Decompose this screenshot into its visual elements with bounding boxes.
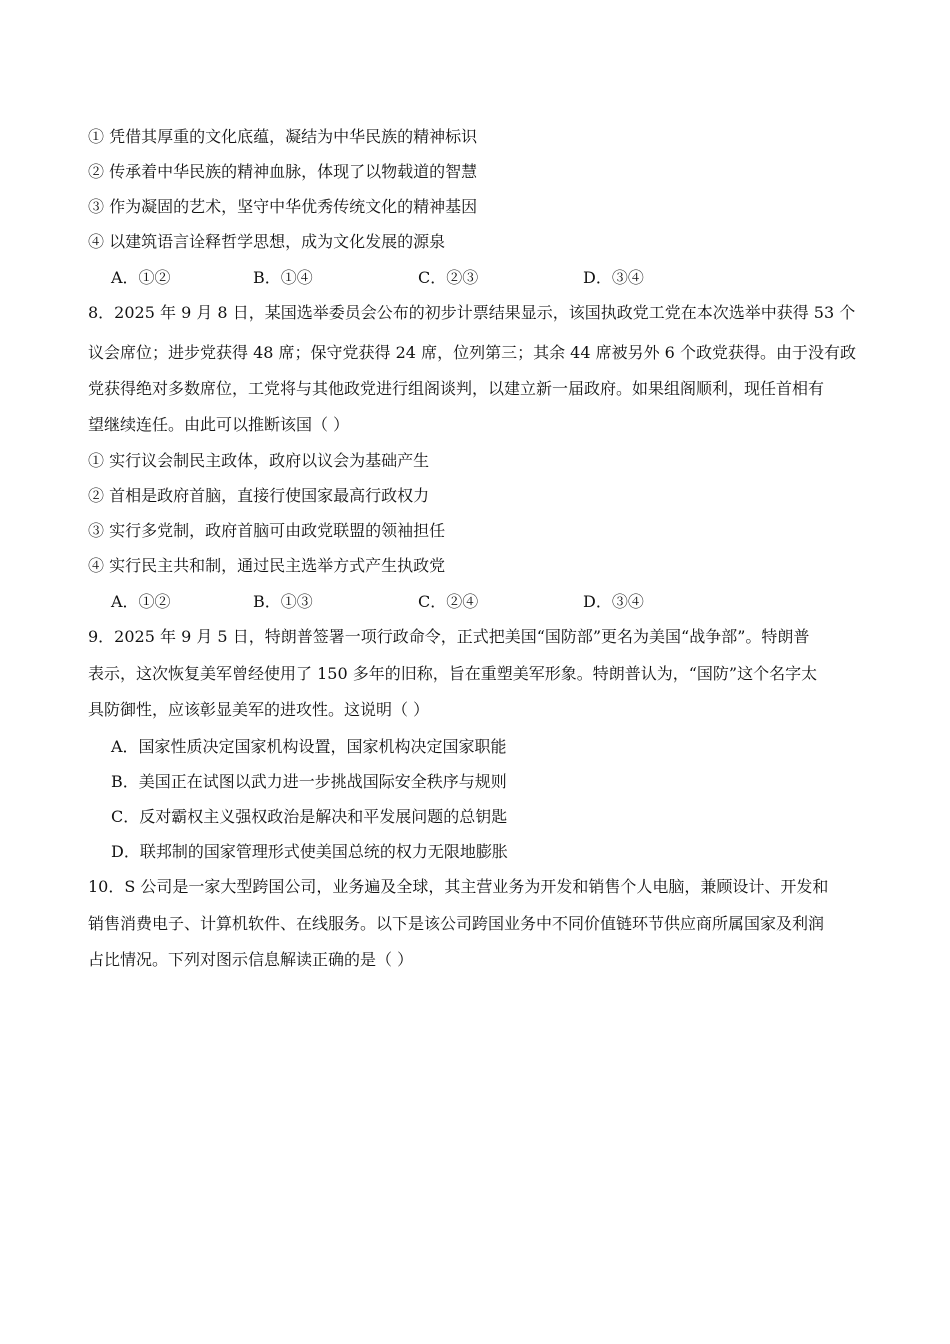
q9-stem-line-3: 具防御性，应该彰显美军的进攻性。这说明（ ）: [88, 700, 430, 719]
q9-option-a: A．国家性质决定国家机构设置，国家机构决定国家职能: [111, 737, 507, 756]
q8-statement-3: ③ 实行多党制，政府首脑可由政党联盟的领袖担任: [88, 521, 446, 540]
q8-statement-1: ① 实行议会制民主政体，政府以议会为基础产生: [88, 451, 430, 470]
q7-option-a: A．①②: [111, 268, 171, 287]
q8-option-c: C．②④: [418, 592, 479, 611]
q8-stem-line-4: 望继续连任。由此可以推断该国（ ）: [88, 415, 350, 434]
q8-stem-line-1: 8．2025 年 9 月 8 日，某国选举委员会公布的初步计票结果显示，该国执政党工党在本次选举中获得 53 个: [88, 303, 856, 322]
q7-statement-3: ③ 作为凝固的艺术，坚守中华优秀传统文化的精神基因: [88, 197, 478, 216]
q10-stem-line-1: 10．S 公司是一家大型跨国公司，业务遍及全球，其主营业务为开发和销售个人电脑，兼顾设计、开发和: [88, 877, 829, 896]
q7-statement-4: ④ 以建筑语言诠释哲学思想，成为文化发展的源泉: [88, 232, 446, 251]
q8-option-a: A．①②: [111, 592, 171, 611]
q9-option-b: B．美国正在试图以武力进一步挑战国际安全秩序与规则: [111, 772, 507, 791]
q7-option-b: B．①④: [253, 268, 313, 287]
q8-stem-line-2: 议会席位；进步党获得 48 席；保守党获得 24 席，位列第三；其余 44 席被另外 6 个政党获得。由于没有政: [88, 343, 856, 362]
q8-stem-line-3: 党获得绝对多数席位，工党将与其他政党进行组阁谈判，以建立新一届政府。如果组阁顺利，现任首相有: [88, 379, 825, 398]
q9-option-d: D．联邦制的国家管理形式使美国总统的权力无限地膨胀: [111, 842, 508, 861]
q7-statement-2: ② 传承着中华民族的精神血脉，体现了以物载道的智慧: [88, 162, 478, 181]
q8-statement-2: ② 首相是政府首脑，直接行使国家最高行政权力: [88, 486, 430, 505]
q10-stem-line-3: 占比情况。下列对图示信息解读正确的是（ ）: [88, 950, 414, 969]
q9-stem-line-1: 9．2025 年 9 月 5 日，特朗普签署一项行政命令，正式把美国“国防部”更名为美国“战争部”。特朗普: [88, 627, 810, 646]
q9-option-c: C．反对霸权主义强权政治是解决和平发展问题的总钥匙: [111, 807, 508, 826]
q8-option-b: B．①③: [253, 592, 313, 611]
q8-statement-4: ④ 实行民主共和制，通过民主选举方式产生执政党: [88, 556, 446, 575]
q7-option-c: C．②③: [418, 268, 479, 287]
q10-stem-line-2: 销售消费电子、计算机软件、在线服务。以下是该公司跨国业务中不同价值链环节供应商所属国家及利润: [88, 914, 825, 933]
q9-stem-line-2: 表示，这次恢复美军曾经使用了 150 多年的旧称，旨在重塑美军形象。特朗普认为，“国防”这个名字太: [88, 664, 818, 683]
q7-option-d: D．③④: [583, 268, 644, 287]
q7-statement-1: ① 凭借其厚重的文化底蕴，凝结为中华民族的精神标识: [88, 127, 478, 146]
q8-option-d: D．③④: [583, 592, 644, 611]
